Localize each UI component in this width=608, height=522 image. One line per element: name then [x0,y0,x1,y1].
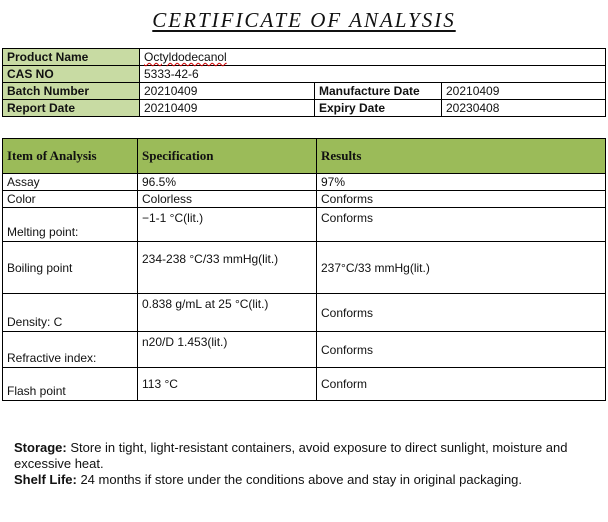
report-date-label: Report Date [3,100,140,117]
result-cell: Conforms [317,332,606,368]
item-cell: Boiling point [3,242,138,294]
table-row [3,332,606,368]
result-cell: 97% [317,174,606,191]
table-row [3,191,606,208]
table-row [3,100,606,117]
header-item: Item of Analysis [3,139,138,174]
product-name-value: Octyldodecanol [140,49,606,66]
expiry-date-value: 20230408 [442,100,606,117]
cas-label: CAS NO [3,66,140,83]
shelf-life-text: 24 months if store under the conditions above and stay in original packaging. [76,472,523,487]
batch-value: 20210409 [140,83,315,100]
item-cell: Refractive index: [3,332,138,368]
storage-notes [14,440,602,488]
spec-cell: 113 °C [138,368,317,401]
table-row [3,49,606,66]
table-row [3,208,606,242]
spec-cell: n20/D 1.453(lit.) [138,332,317,368]
table-row [3,368,606,401]
header-specification: Specification [138,139,317,174]
table-header-row [3,139,606,174]
item-cell: Density: C [3,294,138,332]
result-cell: Conforms [317,294,606,332]
spec-cell: 96.5% [138,174,317,191]
storage-line [14,440,602,472]
page-title: CERTIFICATE OF ANALYSIS [152,8,456,32]
shelf-life-line [14,472,602,488]
product-info-table [2,48,606,117]
spec-cell: −1-1 °C(lit.) [138,208,317,242]
result-cell: Conforms [317,208,606,242]
expiry-date-label: Expiry Date [315,100,442,117]
batch-label: Batch Number [3,83,140,100]
manufacture-date-value: 20210409 [442,83,606,100]
cas-value: 5333-42-6 [140,66,606,83]
item-cell: Color [3,191,138,208]
spec-cell: Colorless [138,191,317,208]
storage-text: Store in tight, light-resistant containers, avoid exposure to direct sunlight, moisture and excessive heat. [14,440,568,471]
result-cell: 237°C/33 mmHg(lit.) [317,242,606,294]
item-cell: Melting point: [3,208,138,242]
table-row [3,83,606,100]
product-name-label: Product Name [3,49,140,66]
table-row [3,66,606,83]
header-results: Results [317,139,606,174]
table-row [3,174,606,191]
item-cell: Assay [3,174,138,191]
spec-cell: 234-238 °C/33 mmHg(lit.) [138,242,317,294]
manufacture-date-label: Manufacture Date [315,83,442,100]
analysis-table [2,138,606,401]
result-cell: Conform [317,368,606,401]
item-cell: Flash point [3,368,138,401]
table-row [3,242,606,294]
storage-label: Storage: [14,440,67,455]
report-date-value: 20210409 [140,100,315,117]
result-cell: Conforms [317,191,606,208]
spec-cell: 0.838 g/mL at 25 °C(lit.) [138,294,317,332]
table-row [3,294,606,332]
shelf-life-label: Shelf Life: [14,472,77,487]
